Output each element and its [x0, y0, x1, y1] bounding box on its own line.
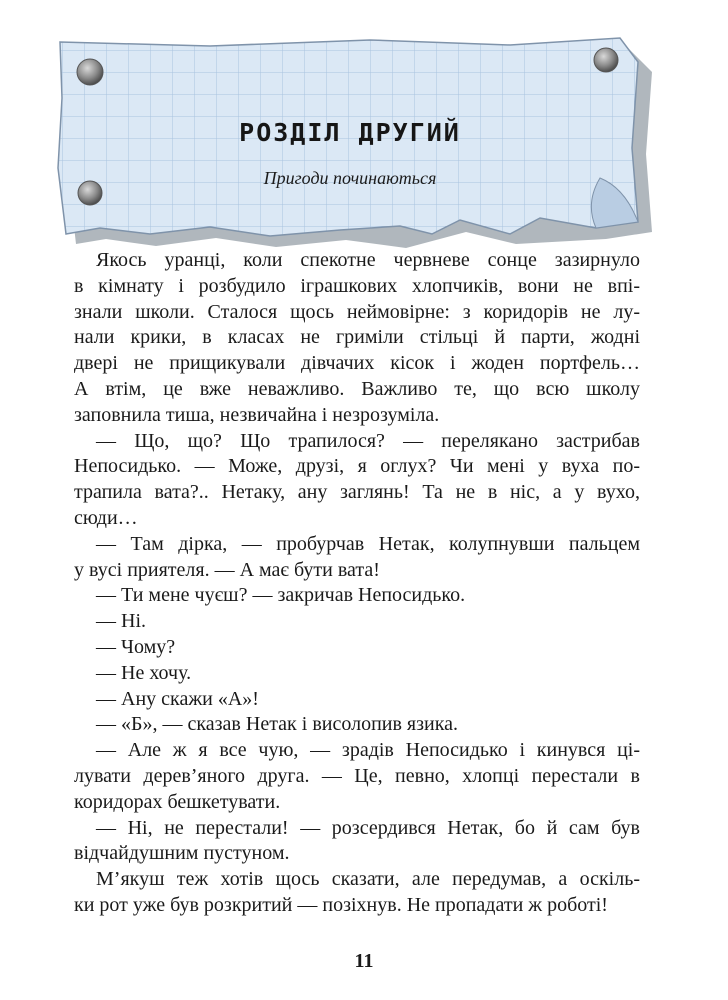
text-line: трапила вата?.. Нетаку, ану заглянь! Та не в ніс, а у вухо, — [74, 481, 640, 504]
text-line: — Чому? — [96, 635, 176, 658]
paragraph — [74, 687, 640, 713]
paragraph — [74, 867, 640, 919]
text-line: — Що, що? Що трапилося? — перелякано застрибав — [96, 429, 640, 452]
paragraph — [74, 816, 640, 868]
text-line: — Але ж я все чую, — зрадів Непосидько і кинувся ці- — [96, 739, 640, 762]
text-line: сюди… — [74, 506, 138, 529]
story-text — [74, 248, 640, 919]
text-line: коридорах бешкетувати. — [74, 790, 281, 813]
text-line: двері не прищикували дівчачих кісок і жоден портфель… — [74, 352, 640, 375]
chapter-subtitle: Пригоди починаються — [263, 168, 437, 188]
text-line: заповнила тиша, незвичайна і незрозуміла. — [74, 403, 440, 426]
text-line: в кімнату і розбудило іграшкових хлопчиків, вони не впі- — [74, 274, 640, 297]
text-line: — «Б», — сказав Нетак і висолопив язика. — [96, 713, 459, 736]
paragraph — [74, 712, 640, 738]
paragraph — [74, 532, 640, 584]
paragraph — [74, 635, 640, 661]
text-line: — Ні, не перестали! — розсердився Нетак, бо й сам був — [96, 816, 640, 839]
text-line: — Ти мене чуєш? — закричав Непосидько. — [96, 584, 466, 607]
chapter-title: РОЗДІЛ ДРУГИЙ — [239, 118, 461, 147]
text-line: А втім, це вже неважливо. Важливо те, що всю школу — [74, 377, 640, 400]
page-number: 11 — [354, 950, 374, 972]
text-line: знали школи. Сталося щось неймовірне: з коридорів не лу- — [74, 300, 640, 323]
paragraph — [74, 583, 640, 609]
chapter-banner — [40, 28, 660, 260]
text-line: Непосидько. — Може, друзі, я оглух? Чи мені у вуха по- — [74, 455, 640, 478]
text-line: — Ану скажи «А»! — [96, 687, 259, 710]
pin-icon — [77, 59, 103, 85]
pin-icon — [594, 48, 618, 72]
paragraph — [74, 661, 640, 687]
paragraph — [74, 609, 640, 635]
paragraph — [74, 738, 640, 815]
text-line: — Ні. — [96, 610, 146, 633]
text-line: лувати дерев’яного друга. — Це, певно, хлопці перестали в — [74, 764, 640, 787]
paragraph — [74, 248, 640, 429]
text-line: — Там дірка, — пробурчав Нетак, колупнувши пальцем — [96, 532, 640, 555]
text-line: нали крики, в класах не гриміли стільці й парти, жодні — [74, 326, 640, 349]
text-line: Якось уранці, коли спекотне червневе сонце зазирнуло — [96, 249, 640, 271]
text-line: — Не хочу. — [96, 661, 192, 684]
text-line: ки рот уже був розкритий — позіхнув. Не пропадати ж роботі! — [74, 893, 608, 916]
text-line: у вусі приятеля. — А має бути вата! — [74, 558, 380, 581]
text-line: відчайдушним пустуном. — [74, 842, 290, 865]
text-line: М’якуш теж хотів щось сказати, але передумав, а оскіль- — [96, 868, 640, 891]
paragraph — [74, 429, 640, 532]
